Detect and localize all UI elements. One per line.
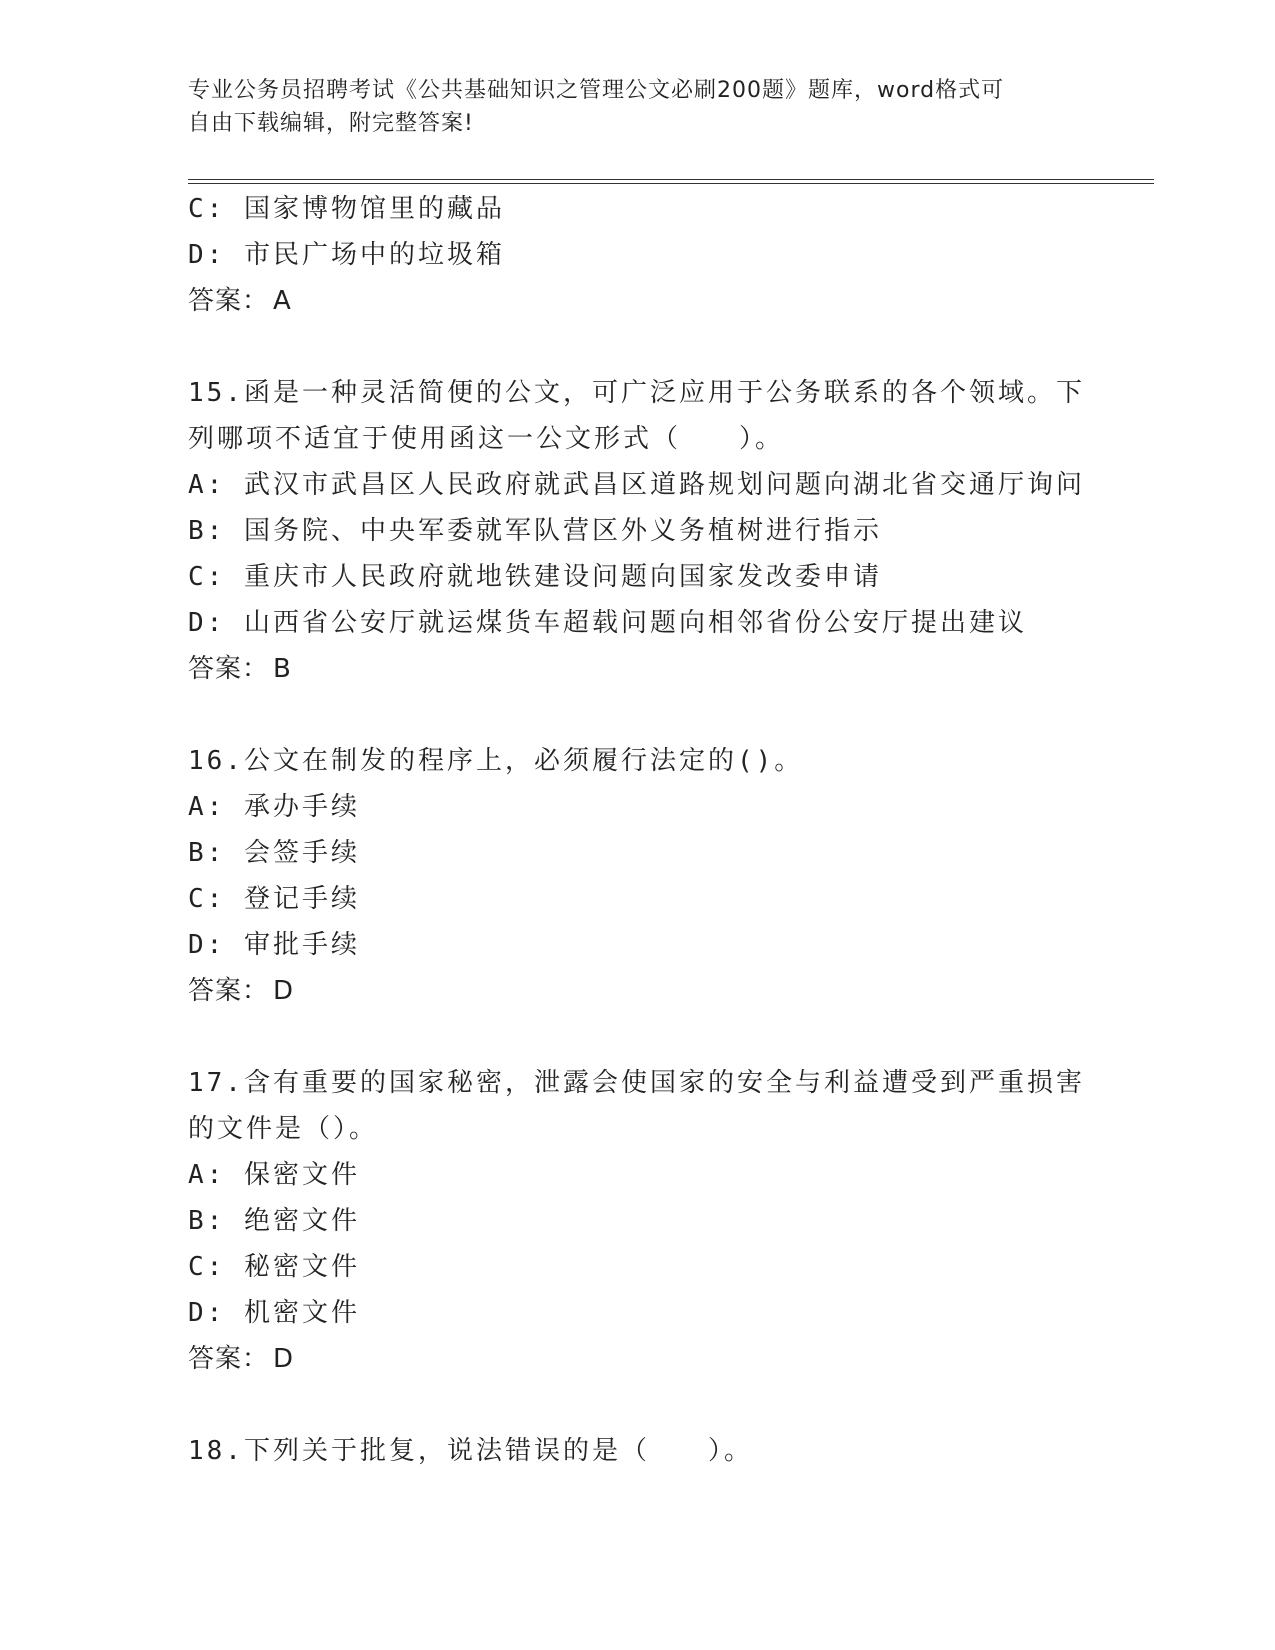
answer-line xyxy=(188,278,1108,324)
question-16 xyxy=(188,738,1108,1014)
question-17 xyxy=(188,1060,1108,1382)
answer-line xyxy=(188,646,1108,692)
option-b: B: 会签手续 xyxy=(188,838,360,868)
answer-value: D xyxy=(273,1344,295,1374)
answer-line xyxy=(188,1336,1108,1382)
option-a: A: 保密文件 xyxy=(188,1160,360,1190)
spacer xyxy=(188,1014,1108,1060)
option-a: A: 武汉市武昌区人民政府就武昌区道路规划问题向湖北省交通厅询问 xyxy=(188,470,1085,500)
answer-label: 答案： xyxy=(188,976,270,1006)
option-a: A: 承办手续 xyxy=(188,792,360,822)
answer-line xyxy=(188,968,1108,1014)
question-stem: 16.公文在制发的程序上，必须履行法定的()。 xyxy=(188,746,804,776)
answer-label: 答案： xyxy=(188,286,270,316)
answer-value: B xyxy=(273,654,292,684)
option-d: D: 审批手续 xyxy=(188,930,360,960)
answer-value: D xyxy=(273,976,295,1006)
header-rule-top xyxy=(188,179,1154,180)
option-c: C: 登记手续 xyxy=(188,884,360,914)
spacer xyxy=(188,324,1108,370)
question-stem: 18.下列关于批复，说法错误的是（ ）。 xyxy=(188,1436,753,1466)
answer-value: A xyxy=(273,286,292,316)
question-stem: 的文件是（）。 xyxy=(188,1114,379,1144)
option-d: D: 机密文件 xyxy=(188,1298,360,1328)
answer-label: 答案： xyxy=(188,654,270,684)
spacer xyxy=(188,692,1108,738)
document-header xyxy=(188,74,1088,140)
question-stem: 17.含有重要的国家秘密，泄露会使国家的安全与利益遭受到严重损害 xyxy=(188,1068,1085,1098)
option-b: B: 绝密文件 xyxy=(188,1206,360,1236)
question-15 xyxy=(188,370,1108,692)
document-body xyxy=(188,186,1108,1474)
answer-label: 答案： xyxy=(188,1344,270,1374)
question-stem: 列哪项不适宜于使用函这一公文形式（ ）。 xyxy=(188,424,785,454)
option-d: D: 市民广场中的垃圾箱 xyxy=(188,240,505,270)
header-line-2: 自由下载编辑，附完整答案! xyxy=(188,111,474,136)
header-rule-bottom xyxy=(188,183,1154,184)
option-b: B: 国务院、中央军委就军队营区外义务植树进行指示 xyxy=(188,516,882,546)
question-14-continued xyxy=(188,186,1108,324)
question-18 xyxy=(188,1428,1108,1474)
question-stem: 15.函是一种灵活简便的公文，可广泛应用于公务联系的各个领域。下 xyxy=(188,378,1085,408)
option-c: C: 秘密文件 xyxy=(188,1252,360,1282)
option-c: C: 国家博物馆里的藏品 xyxy=(188,194,505,224)
option-c: C: 重庆市人民政府就地铁建设问题向国家发改委申请 xyxy=(188,562,882,592)
spacer xyxy=(188,1382,1108,1428)
header-line-1: 专业公务员招聘考试《公共基础知识之管理公文必刷200题》题库，word格式可 xyxy=(188,78,1005,103)
option-d: D: 山西省公安厅就运煤货车超载问题向相邻省份公安厅提出建议 xyxy=(188,608,1027,638)
